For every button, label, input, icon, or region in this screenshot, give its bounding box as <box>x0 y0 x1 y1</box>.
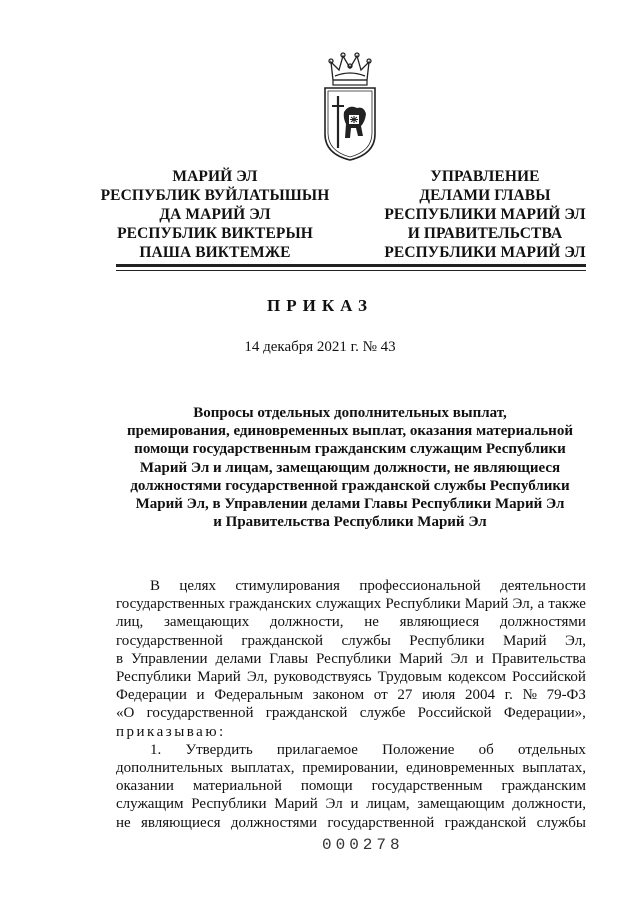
header-left-line: РЕСПУБЛИК ВИКТЕРЫН <box>117 225 313 242</box>
document-type: ПРИКАЗ <box>267 296 373 315</box>
header-left-line: МАРИЙ ЭЛ <box>172 168 258 185</box>
page-number-stamp: 000278 <box>322 836 404 854</box>
subject-line: премирования, единовременных выплат, оказания материальной <box>127 423 573 440</box>
header-divider-thick <box>116 264 586 267</box>
mari-el-coat-of-arms-icon <box>319 52 381 162</box>
body-line: государственных гражданских служащих Республики Марий Эл, а также <box>116 596 586 613</box>
subject-line: должностями государственной гражданской службы Республики <box>130 477 570 494</box>
body-line: не являющиеся должностями государственной гражданской службы <box>116 814 586 831</box>
subject-line: Вопросы отдельных дополнительных выплат, <box>193 405 507 421</box>
body-line: оказании материальной помощи государственным гражданским <box>116 778 586 795</box>
header-left-line: ПАША ВИКТЕМЖЕ <box>139 244 291 261</box>
header-right-line: УПРАВЛЕНИЕ <box>430 168 540 185</box>
subject-line: Марий Эл и лицам, замещающим должности, не являющиеся <box>139 459 561 476</box>
body-line: «О государственной гражданской службе Российской Федерации», <box>116 705 586 722</box>
subject-line: помощи государственным гражданским служащим Республики <box>134 441 566 458</box>
body-line: государственной гражданской службы Республики Марий Эл, <box>116 632 586 649</box>
body-line: дополнительных выплатах, премировании, единовременных выплатах, <box>116 760 586 777</box>
body-line: В целях стимулирования профессиональной деятельности <box>150 578 586 594</box>
body-line: приказываю: <box>116 723 226 740</box>
body-line: 1. Утвердить прилагаемое Положение об отдельных <box>150 741 586 758</box>
header-right-line: РЕСПУБЛИКИ МАРИЙ ЭЛ <box>384 244 586 261</box>
header-right-line: ДЕЛАМИ ГЛАВЫ <box>419 187 551 204</box>
header-left-line: ДА МАРИЙ ЭЛ <box>159 206 271 223</box>
header-left-line: РЕСПУБЛИК ВУЙЛАТЫШЫН <box>100 187 330 204</box>
body-line: лиц, замещающих должности, не являющиеся должностями <box>116 614 586 631</box>
header-right-line: И ПРАВИТЕЛЬСТВА <box>407 225 563 242</box>
document-subject <box>110 404 590 531</box>
header-right-line: РЕСПУБЛИКИ МАРИЙ ЭЛ <box>384 206 586 223</box>
subject-line: Марий Эл, в Управлении делами Главы Республики Марий Эл <box>135 496 565 513</box>
body-line: служащим Республики Марий Эл и лицам, замещающим должности, <box>116 796 586 813</box>
document-date-number: 14 декабря 2021 г. № 43 <box>244 339 396 355</box>
body-line: Федерации и Федеральным законом от 27 июля 2004 г. № 79-ФЗ <box>116 687 586 704</box>
body-line: в Управлении делами Главы Республики Марий Эл и Правительства <box>116 650 586 667</box>
body-line: Республики Марий Эл, руководствуясь Трудовым кодексом Российской <box>116 669 586 686</box>
document-body <box>116 577 586 832</box>
header-right-block <box>370 167 600 262</box>
subject-line: и Правительства Республики Марий Эл <box>213 514 487 531</box>
header-left-block <box>100 167 330 262</box>
header-divider-thin <box>116 270 586 271</box>
